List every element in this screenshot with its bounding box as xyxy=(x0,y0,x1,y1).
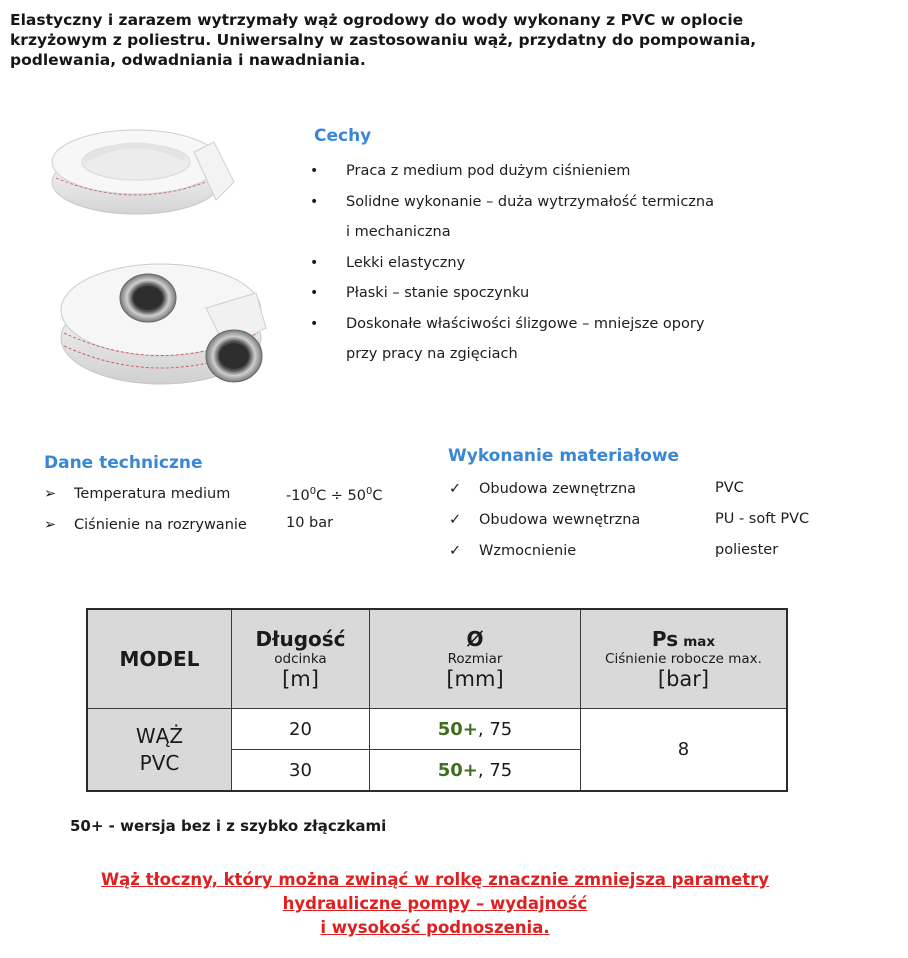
header-pressure: Ps max Ciśnienie robocze max. [bar] xyxy=(581,609,788,709)
bullet-icon: • xyxy=(310,285,319,301)
feature-item xyxy=(310,309,830,370)
tech-label: Ciśnienie na rozrywanie xyxy=(74,517,247,533)
material-value: PVC xyxy=(715,480,744,496)
pressure-cell: 8 xyxy=(581,709,788,792)
footnote: 50+ - wersja bez i z szybko złączkami xyxy=(70,817,387,835)
bullet-icon: • xyxy=(310,254,319,271)
table-header-row xyxy=(87,609,787,709)
features-list xyxy=(310,156,830,370)
feature-text: i mechaniczna xyxy=(346,224,451,240)
bullet-icon: • xyxy=(310,315,319,332)
tech-label: Temperatura medium xyxy=(74,486,231,502)
warning-note xyxy=(40,868,830,940)
check-icon: ✓ xyxy=(449,512,462,528)
bullet-icon: • xyxy=(310,163,319,179)
warning-line: hydrauliczne pompy – wydajność xyxy=(282,894,588,913)
feature-text: Solidne wykonanie – duża wytrzymałość termiczna xyxy=(346,193,714,210)
tech-row-pressure xyxy=(44,517,56,533)
material-heading: Wykonanie materiałowe xyxy=(448,446,680,466)
material-value: poliester xyxy=(715,542,779,558)
diameter-cell: 50+, 75 xyxy=(370,709,581,750)
arrow-icon: ➢ xyxy=(44,517,57,533)
feature-item xyxy=(310,187,830,248)
feature-text: Płaski – stanie spoczynku xyxy=(346,285,530,301)
feature-text: Praca z medium pod dużym ciśnieniem xyxy=(346,163,631,179)
feature-item xyxy=(310,156,830,187)
feature-item xyxy=(310,248,830,279)
length-cell: 20 xyxy=(232,709,370,750)
arrow-icon: ➢ xyxy=(44,486,57,502)
table-row xyxy=(87,709,787,750)
intro-line: krzyżowym z poliestru. Uniwersalny w zastosowaniu wąż, przydatny do pompowania, xyxy=(10,31,757,49)
hose-with-couplings-image xyxy=(56,238,286,393)
bullet-icon: • xyxy=(310,193,319,210)
warning-line: i wysokość podnoszenia. xyxy=(320,918,550,937)
diameter-cell: 50+, 75 xyxy=(370,750,581,792)
material-label: Obudowa zewnętrzna xyxy=(479,481,637,497)
features-heading: Cechy xyxy=(314,126,372,146)
feature-text: Doskonałe właściwości ślizgowe – mniejsze opory xyxy=(346,315,705,332)
intro-paragraph xyxy=(10,10,890,70)
intro-line: podlewania, odwadniania i nawadniania. xyxy=(10,51,366,69)
feature-text: Lekki elastyczny xyxy=(346,254,466,271)
tech-row-temperature xyxy=(44,486,56,502)
feature-item xyxy=(310,278,830,309)
model-cell: WĄŻ PVC xyxy=(87,709,232,792)
length-cell: 30 xyxy=(232,750,370,792)
spec-table xyxy=(86,608,788,792)
check-icon: ✓ xyxy=(449,481,462,497)
tech-heading: Dane techniczne xyxy=(44,453,203,473)
intro-line: Elastyczny i zarazem wytrzymały wąż ogrodowy do wody wykonany z PVC w oplocie xyxy=(10,11,744,29)
check-icon: ✓ xyxy=(449,543,462,559)
feature-text: przy pracy na zgięciach xyxy=(346,346,518,362)
header-length: Długość odcinka [m] xyxy=(232,609,370,709)
header-diameter: Ø Rozmiar [mm] xyxy=(370,609,581,709)
material-value: PU - soft PVC xyxy=(715,511,810,527)
header-model: MODEL xyxy=(87,609,232,709)
material-label: Obudowa wewnętrzna xyxy=(479,512,641,528)
warning-line: Wąż tłoczny, który można zwinąć w rolkę znacznie zmniejsza parametry xyxy=(100,870,770,889)
tech-value: 10 bar xyxy=(286,515,334,531)
material-label: Wzmocnienie xyxy=(479,543,577,559)
tech-value: $-10^0C \div 50^0C$ xyxy=(286,486,383,504)
hose-roll-image xyxy=(44,112,244,227)
